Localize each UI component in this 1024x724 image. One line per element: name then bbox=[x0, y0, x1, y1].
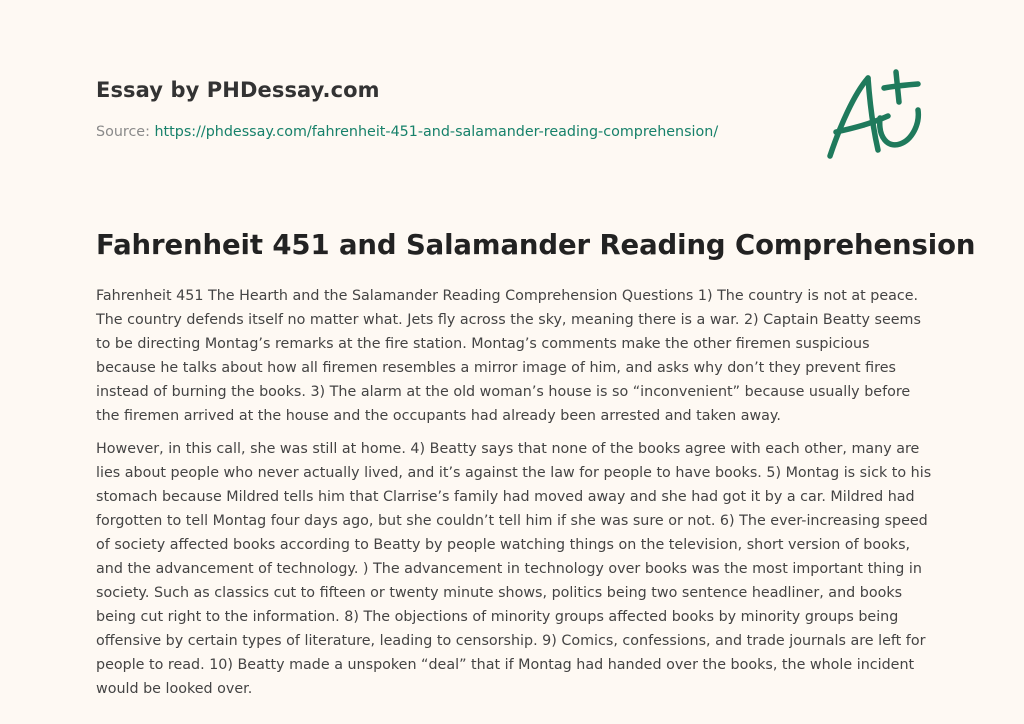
essay-body bbox=[96, 285, 932, 711]
source-line bbox=[96, 122, 796, 142]
header bbox=[96, 74, 796, 142]
source-label: Source: bbox=[96, 124, 155, 140]
source-link[interactable]: https://phdessay.com/fahrenheit-451-and-salamander-reading-comprehension/ bbox=[154, 124, 719, 140]
site-title: Essay by PHDessay.com bbox=[96, 78, 380, 102]
essay-title: Fahrenheit 451 and Salamander Reading Comprehension bbox=[96, 229, 976, 261]
essay-paragraph-2: However, in this call, she was still at home. 4) Beatty says that none of the books agree with each other, many are lies about people who never actually lived, and it’s against the law for people to have books. 5) Montag is sick to his stomach because Mildred tells him that Clarrise’s family had moved away and she had got it by a car. Mildred had forgotten to tell Montag four days ago, but she couldn’t tell him if she was sure or not. 6) The ever-increasing speed of society affected books according to Beatty by people watching things on the television, short version of books, and the advancement of technology. ) The advancement in technology over books was the most important thing in society. Such as classics cut to fifteen or twenty minute shows, politics being two sentence headliner, and books being cut right to the information. 8) The objections of minority groups affected books by minority groups being offensive by certain types of literature, leading to censorship. 9) Comics, confessions, and trade journals are left for people to read. 10) Beatty made a unspoken “deal” that if Montag had handed over the books, the whole incident would be looked over. bbox=[96, 441, 932, 697]
a-plus-grade-icon bbox=[818, 66, 930, 166]
essay-paragraph-1: Fahrenheit 451 The Hearth and the Salamander Reading Comprehension Questions 1) The country is not at peace. The country defends itself no matter what. Jets fly across the sky, meaning there is a war. 2) Captain Beatty seems to be directing Montag’s remarks at the fire station. Montag’s comments make the other firemen suspicious because he talks about how all firemen resembles a mirror image of him, and asks why don’t they prevent fires instead of burning the books. 3) The alarm at the old woman’s house is so “inconvenient” because usually before the firemen arrived at the house and the occupants had already been arrested and taken away. bbox=[96, 288, 921, 424]
